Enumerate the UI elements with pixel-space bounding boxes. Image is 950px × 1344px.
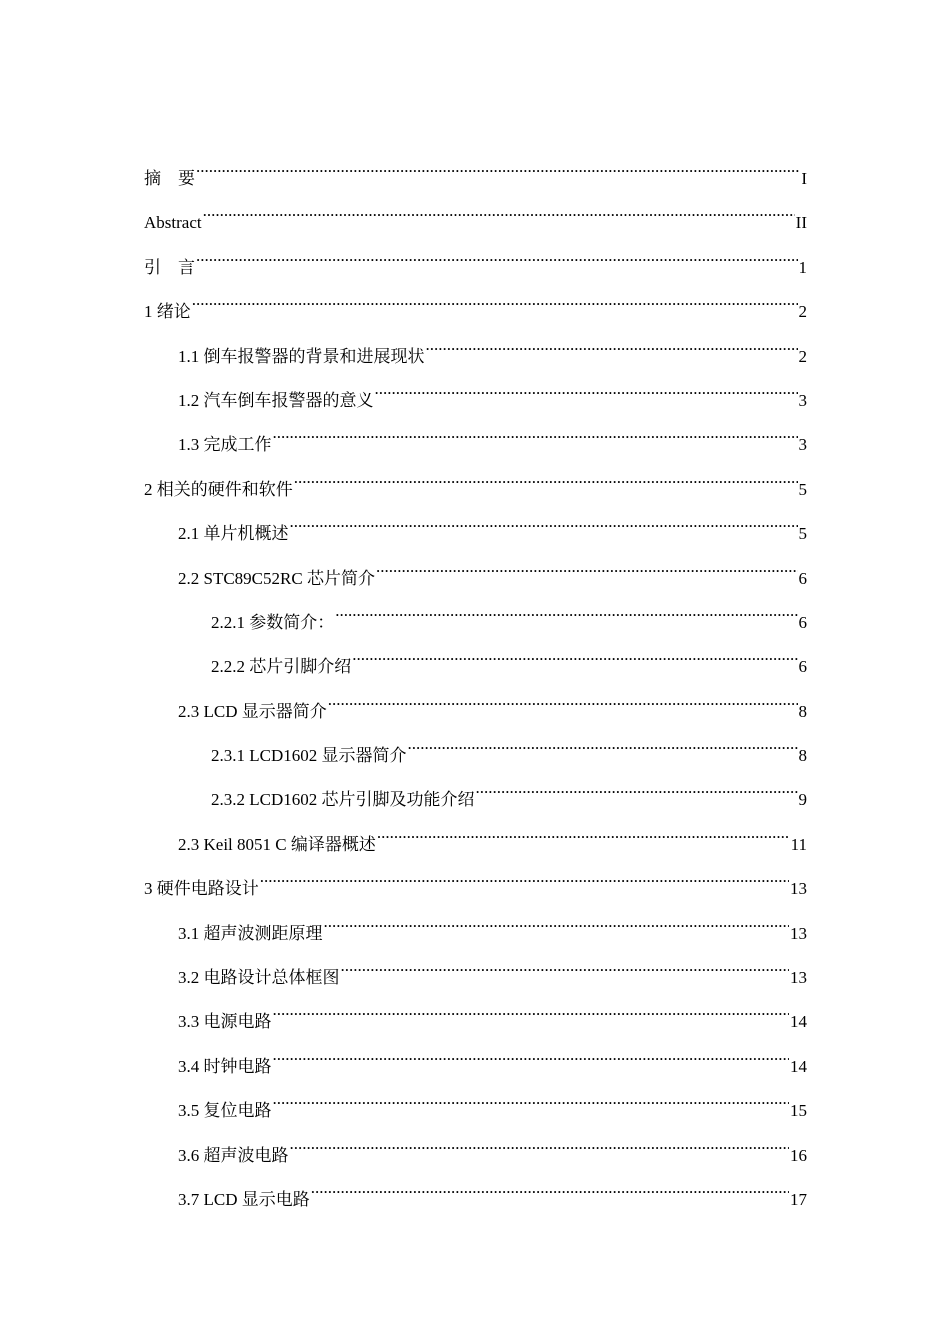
toc-entry-section-2-3-1[interactable] xyxy=(144,727,807,771)
toc-entry-page: 8 xyxy=(798,746,807,766)
toc-entry-page: 16 xyxy=(790,1145,807,1165)
toc-dot-leader xyxy=(377,816,790,850)
toc-entry-page: 9 xyxy=(798,790,807,810)
toc-dot-leader xyxy=(290,1127,790,1161)
toc-entry-label: 2.3 LCD 显示器简介 xyxy=(178,701,327,721)
toc-dot-leader xyxy=(476,771,798,805)
toc-entry-page: 13 xyxy=(790,879,807,899)
toc-entry-label: 2.3.2 LCD1602 芯片引脚及功能介绍 xyxy=(211,790,475,810)
toc-dot-leader xyxy=(311,1171,789,1205)
toc-entry-label: 2.3.1 LCD1602 显示器简介 xyxy=(211,746,407,766)
toc-entry-page: 3 xyxy=(798,390,807,410)
toc-entry-label: 3.2 电路设计总体框图 xyxy=(178,968,340,988)
toc-dot-leader xyxy=(341,949,790,983)
toc-entry-section-2-2[interactable] xyxy=(144,550,807,594)
toc-entry-section-1-3[interactable] xyxy=(144,416,807,460)
toc-entry-page: 6 xyxy=(798,612,807,632)
toc-dot-leader xyxy=(352,638,797,672)
toc-entry-page: 5 xyxy=(798,524,807,544)
toc-entry-label: 3.5 复位电路 xyxy=(178,1101,272,1121)
toc-entry-page: II xyxy=(795,213,807,233)
toc-entry-section-2-1[interactable] xyxy=(144,505,807,549)
toc-dot-leader xyxy=(375,372,798,406)
toc-entry-page: 13 xyxy=(790,968,807,988)
toc-dot-leader xyxy=(273,1038,790,1072)
toc-entry-label: 2.2 STC89C52RC 芯片简介 xyxy=(178,568,375,588)
toc-dot-leader xyxy=(335,594,797,628)
toc-dot-leader xyxy=(273,993,790,1027)
toc-entry-chapter-1[interactable] xyxy=(144,283,807,327)
toc-dot-leader xyxy=(376,550,798,584)
toc-dot-leader xyxy=(294,461,798,495)
toc-entry-section-3-6[interactable] xyxy=(144,1127,807,1171)
toc-entry-page: 13 xyxy=(790,923,807,943)
toc-entry-section-3-4[interactable] xyxy=(144,1038,807,1082)
toc-entry-label: 1 绪论 xyxy=(144,302,191,322)
toc-entry-label: 1.3 完成工作 xyxy=(178,435,272,455)
toc-entry-label: 1.1 倒车报警器的背景和进展现状 xyxy=(178,346,425,366)
toc-entry-page: 6 xyxy=(798,568,807,588)
toc-entry-label: 2.2.2 芯片引脚介绍 xyxy=(211,657,352,677)
toc-entry-page: 15 xyxy=(790,1101,807,1121)
toc-dot-leader xyxy=(290,505,798,539)
toc-dot-leader xyxy=(328,683,798,717)
toc-entry-page: 8 xyxy=(798,701,807,721)
toc-entry-page: 2 xyxy=(798,302,807,322)
toc-entry-chapter-3[interactable] xyxy=(144,860,807,904)
toc-dot-leader xyxy=(260,860,789,894)
toc-entry-label: 3.1 超声波测距原理 xyxy=(178,923,323,943)
toc-entry-label: 3.7 LCD 显示电路 xyxy=(178,1189,310,1209)
toc-entry-section-2-2-1[interactable] xyxy=(144,594,807,638)
toc-dot-leader xyxy=(273,1082,790,1116)
toc-entry-label: 引 言 xyxy=(144,257,195,277)
toc-entry-chapter-2[interactable] xyxy=(144,461,807,505)
toc-dot-leader xyxy=(324,905,790,939)
toc-entry-page: 6 xyxy=(798,657,807,677)
toc-dot-leader xyxy=(203,194,795,228)
toc-entry-label: 摘 要 xyxy=(144,169,195,188)
toc-entry-label: 3 硬件电路设计 xyxy=(144,879,259,899)
toc-entry-section-2-3[interactable] xyxy=(144,683,807,727)
toc-entry-introduction[interactable] xyxy=(144,239,807,283)
toc-entry-section-2-3-2[interactable] xyxy=(144,771,807,815)
toc-entry-label: 2.1 单片机概述 xyxy=(178,524,289,544)
toc-entry-label: 3.4 时钟电路 xyxy=(178,1056,272,1076)
toc-entry-page: 2 xyxy=(798,346,807,366)
toc-entry-abstract-cn[interactable] xyxy=(144,150,807,194)
toc-dot-leader xyxy=(273,416,798,450)
toc-entry-page: I xyxy=(801,169,807,188)
toc-entry-page: 3 xyxy=(798,435,807,455)
toc-entry-section-3-7[interactable] xyxy=(144,1171,807,1215)
toc-dot-leader xyxy=(408,727,798,761)
toc-dot-leader xyxy=(196,239,798,273)
toc-entry-section-3-3[interactable] xyxy=(144,993,807,1037)
toc-entry-label: 2.3 Keil 8051 C 编译器概述 xyxy=(178,834,376,854)
toc-dot-leader xyxy=(426,328,798,362)
toc-entry-label: 2.2.1 参数简介： xyxy=(211,612,335,632)
toc-entry-label: 1.2 汽车倒车报警器的意义 xyxy=(178,390,374,410)
toc-entry-page: 17 xyxy=(790,1189,807,1209)
toc-entry-page: 14 xyxy=(790,1056,807,1076)
toc-entry-label: Abstract xyxy=(144,213,202,233)
toc-entry-section-3-1[interactable] xyxy=(144,905,807,949)
toc-dot-leader xyxy=(196,150,800,184)
toc-entry-section-3-2[interactable] xyxy=(144,949,807,993)
toc-entry-section-1-2[interactable] xyxy=(144,372,807,416)
toc-entry-section-2-3-keil[interactable] xyxy=(144,816,807,860)
toc-entry-section-2-2-2[interactable] xyxy=(144,638,807,682)
toc-entry-label: 3.6 超声波电路 xyxy=(178,1145,289,1165)
toc-entry-page: 1 xyxy=(798,257,807,277)
toc-entry-label: 2 相关的硬件和软件 xyxy=(144,479,293,499)
toc-entry-page: 5 xyxy=(798,479,807,499)
toc-dot-leader xyxy=(192,283,798,317)
toc-entry-abstract-en[interactable] xyxy=(144,194,807,238)
toc-entry-section-3-5[interactable] xyxy=(144,1082,807,1126)
toc-entry-page: 11 xyxy=(790,834,807,854)
table-of-contents xyxy=(144,150,807,1215)
toc-entry-page: 14 xyxy=(790,1012,807,1032)
toc-entry-section-1-1[interactable] xyxy=(144,328,807,372)
toc-entry-label: 3.3 电源电路 xyxy=(178,1012,272,1032)
